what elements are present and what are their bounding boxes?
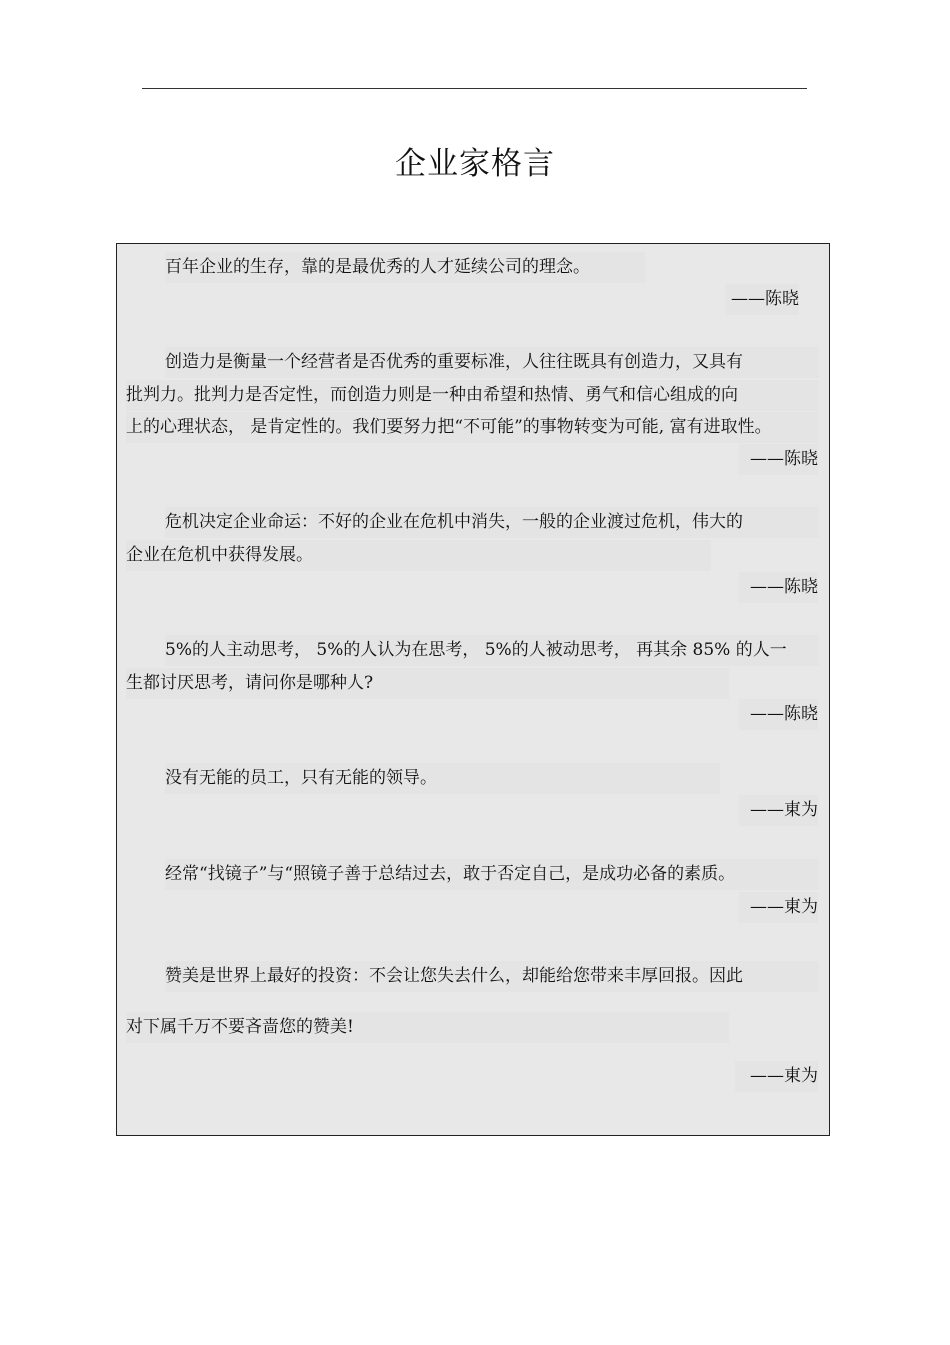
quote-1-author: ——陈晓	[725, 284, 799, 315]
quote-1-line-1: 百年企业的生存，靠的是最优秀的人才延续公司的理念。	[165, 252, 645, 283]
quote-5-author: ——東为	[739, 795, 818, 826]
quote-4-author: ——陈晓	[739, 699, 818, 730]
quote-4-line-2: 生都讨厌思考，请问你是哪种人?	[126, 668, 729, 699]
quote-7-line-2: 对下属千万不要吝啬您的赞美!	[126, 1012, 729, 1043]
page-title: 企业家格言	[395, 146, 555, 182]
quote-2-author: ——陈晓	[739, 444, 818, 475]
quote-3-author: ——陈晓	[739, 572, 818, 603]
quote-3-line-1: 危机决定企业命运：不好的企业在危机中消失，一般的企业渡过危机，伟大的	[165, 507, 819, 538]
quote-7-author: ——東为	[735, 1061, 818, 1092]
quote-6-author: ——東为	[739, 892, 818, 923]
quote-7-line-1: 赞美是世界上最好的投资：不会让您失去什么，却能给您带来丰厚回报。因此	[165, 961, 819, 992]
quote-6-line-1: 经常“找镜子”与“照镜子善于总结过去，敢于否定自己，是成功必备的素质。	[165, 859, 819, 890]
quote-4-line-1: 5%的人主动思考， 5%的人认为在思考， 5%的人被动思考， 再其余 85% 的人一	[165, 635, 819, 666]
quote-2-line-2: 批判力。批判力是否定性，而创造力则是一种由希望和热情、勇气和信心组成的向	[126, 380, 819, 411]
header-rule	[142, 88, 807, 89]
quote-3-line-2: 企业在危机中获得发展。	[126, 540, 711, 571]
quote-2-line-1: 创造力是衡量一个经营者是否优秀的重要标准，人往往既具有创造力，又具有	[165, 347, 819, 378]
quote-2-line-3: 上的心理状态， 是肯定性的。我们要努力把“不可能”的事物转变为可能, 富有进取性。	[126, 412, 819, 443]
quote-5-line-1: 没有无能的员工，只有无能的领导。	[165, 763, 720, 794]
